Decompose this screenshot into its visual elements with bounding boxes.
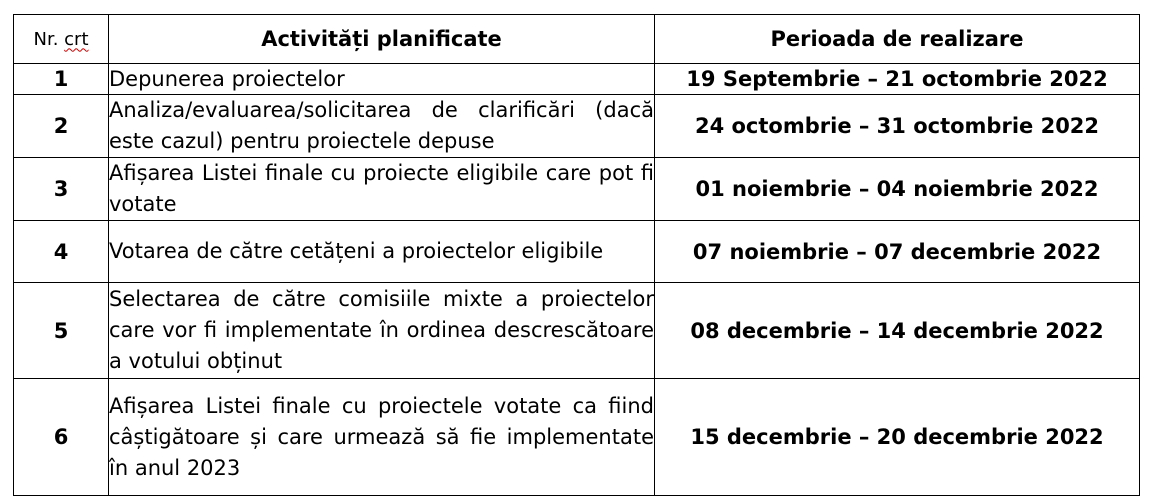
table-row	[14, 283, 1140, 379]
row-number: 3	[14, 158, 109, 221]
row-activity: Votarea de către cetățeni a proiectelor eligibile	[109, 221, 655, 283]
header-activity: Activități planificate	[109, 15, 655, 64]
header-period: Perioada de realizare	[655, 15, 1140, 64]
row-period: 24 octombrie – 31 octombrie 2022	[655, 95, 1140, 158]
header-nr-prefix: Nr.	[33, 28, 65, 50]
row-number: 5	[14, 283, 109, 379]
row-activity: Afișarea Listei finale cu proiectele votate ca fiind câștigătoare și care urmează să fie implementate în anul 2023	[109, 379, 655, 496]
header-nr-crt	[14, 15, 109, 64]
table-row	[14, 95, 1140, 158]
table-row	[14, 64, 1140, 95]
row-period: 07 noiembrie – 07 decembrie 2022	[655, 221, 1140, 283]
row-period: 19 Septembrie – 21 octombrie 2022	[655, 64, 1140, 95]
row-period: 01 noiembrie – 04 noiembrie 2022	[655, 158, 1140, 221]
table-row	[14, 221, 1140, 283]
row-activity: Selectarea de către comisiile mixte a proiectelor care vor fi implementate în ordinea descrescătoare a votului obținut	[109, 283, 655, 379]
table-row	[14, 379, 1140, 496]
table-header-row	[14, 15, 1140, 64]
row-activity: Afișarea Listei finale cu proiecte eligibile care pot fi votate	[109, 158, 655, 221]
table-row	[14, 158, 1140, 221]
activities-table	[13, 14, 1140, 496]
row-number: 6	[14, 379, 109, 496]
row-activity: Analiza/evaluarea/solicitarea de clarificări (dacă este cazul) pentru proiectele depuse	[109, 95, 655, 158]
row-number: 1	[14, 64, 109, 95]
row-period: 15 decembrie – 20 decembrie 2022	[655, 379, 1140, 496]
row-number: 4	[14, 221, 109, 283]
header-nr-suffix: crt	[64, 28, 89, 50]
row-activity: Depunerea proiectelor	[109, 64, 655, 95]
row-number: 2	[14, 95, 109, 158]
row-period: 08 decembrie – 14 decembrie 2022	[655, 283, 1140, 379]
